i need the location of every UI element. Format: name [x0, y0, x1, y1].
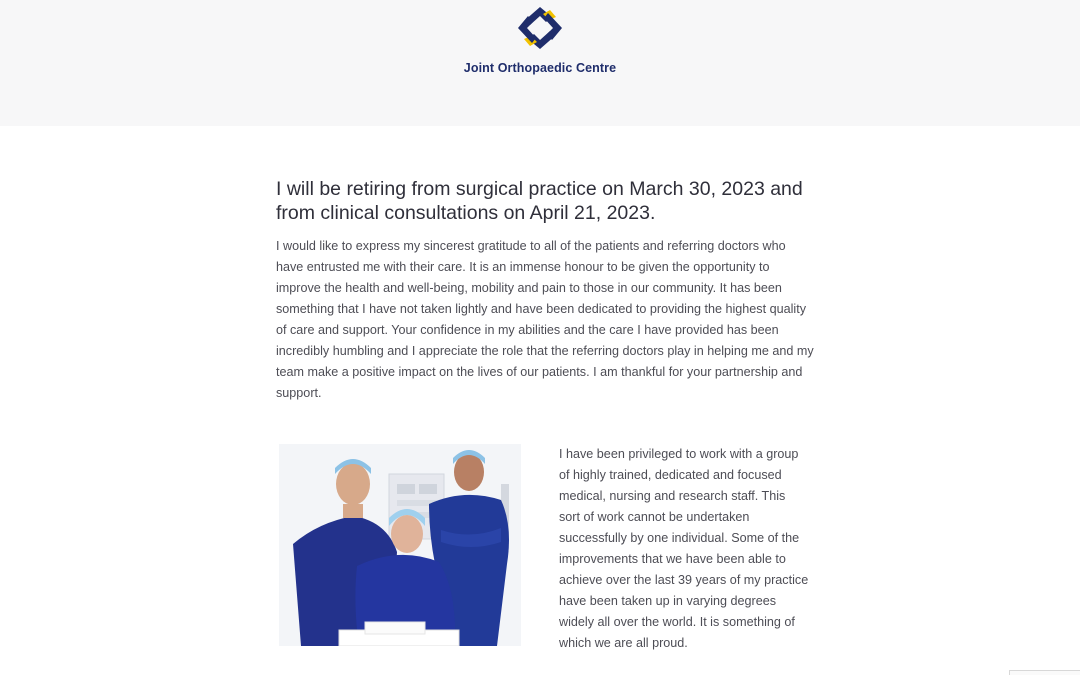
surgical-team-photo — [279, 444, 521, 646]
gratitude-paragraph: I would like to express my sincerest gratitude to all of the patients and referring doctors who have entrusted me with their care. It is an immense honour to be given the opportunity to improve the health and well-being, mobility and pain to those in our community. It has been something that I have not taken lightly and have been dedicated to providing the highest quality of care and support. Your confidence in my abilities and the care I have provided has been incredibly humbling and I appreciate the role that the referring doctors play in helping me and my team make a positive impact on the lives of our patients. I am thankful for your partnership and support. — [276, 239, 814, 400]
home-logo-link[interactable] — [0, 0, 1080, 100]
brand-name: Joint Orthopaedic Centre — [463, 61, 617, 75]
scroll-edge-tab[interactable] — [1009, 670, 1080, 675]
interlocking-diamond-logo-icon — [516, 5, 564, 51]
retirement-heading: I will be retiring from surgical practice on March 30, 2023 and from clinical consultations on April 21, 2023. — [276, 178, 803, 224]
team-paragraph: I have been privileged to work with a group of highly trained, dedicated and focused medical, nursing and research staff. This sort of work cannot be undertaken successfully by one individual. Some of the improvements that we have been able to achieve over the last 39 years of my practice have been taken up in varying degrees widely all over the world. It is something of which we are all proud. — [559, 447, 809, 650]
site-header — [0, 0, 1080, 126]
